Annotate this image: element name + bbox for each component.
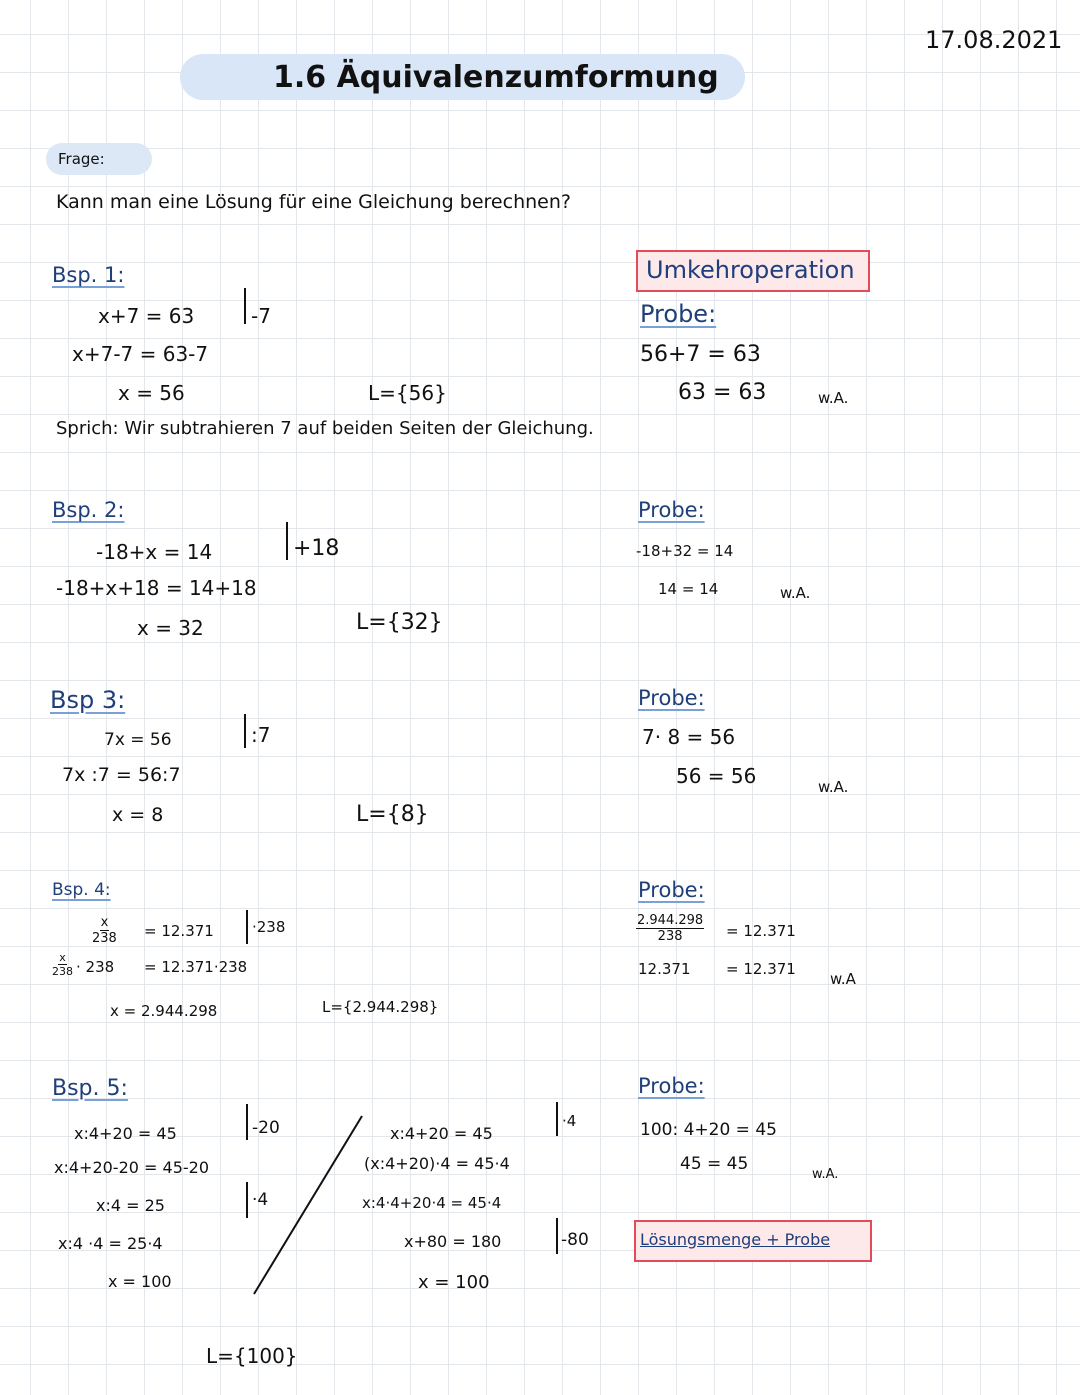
example-2-line-3: x = 32 [137,616,204,640]
example-1-solution: L={56} [368,381,447,405]
example-5-right-line-5: x = 100 [418,1272,490,1293]
example-3-line-1: 7x = 56 [104,730,172,750]
example-1-line-1: x+7 = 63 [98,304,195,328]
example-1-line-3: x = 56 [118,381,185,405]
example-1-probe-line-2: 63 = 63 [678,380,767,405]
example-5-probe-label: Probe: [638,1074,705,1098]
example-4-line-2-rhs: = 12.371·238 [144,958,248,976]
example-4-probe-label: Probe: [638,878,705,902]
example-5-right-line-1: x:4+20 = 45 [390,1124,493,1143]
example-4-line-3: x = 2.944.298 [110,1002,218,1020]
loesungsmenge-probe-label: Lösungsmenge + Probe [640,1230,831,1249]
fraction-numerator: 2.944.298 [637,913,704,928]
example-2-operation: +18 [293,536,340,561]
question-label: Frage: [58,150,105,168]
example-2-solution: L={32} [356,610,443,635]
example-5-right-operation-2: -80 [561,1230,589,1250]
example-3-operation: :7 [251,723,271,747]
example-5-left-line-4: x:4 ·4 = 25·4 [58,1234,163,1253]
example-2-probe-line-1: -18+32 = 14 [636,542,734,560]
example-5-right-operation-1: ·4 [562,1112,577,1130]
example-4-line-2-multiplier: · 238 [76,958,115,976]
example-3-wa: w.A. [818,778,849,796]
separator-slash [250,1112,366,1298]
example-5-right-line-2: (x:4+20)·4 = 45·4 [364,1154,510,1173]
example-1-heading: Bsp. 1: [52,263,125,287]
example-3-probe-label: Probe: [638,686,705,710]
question-text: Kann man eine Lösung für eine Gleichung berechnen? [56,191,571,213]
page-title: 1.6 Äquivalenzumformung [273,60,719,95]
operation-bar [244,714,246,748]
example-1-probe-line-1: 56+7 = 63 [640,342,761,367]
example-5-left-line-2: x:4+20-20 = 45-20 [54,1158,210,1177]
fraction-numerator: x [59,951,66,964]
example-2-line-1: -18+x = 14 [96,540,213,564]
example-3-line-2: 7x :7 = 56:7 [62,764,181,786]
example-4-wa: w.A [830,970,856,988]
umkehroperation-label: Umkehroperation [646,256,855,284]
fraction-denominator: 238 [657,929,683,944]
example-5-right-line-4: x+80 = 180 [404,1232,502,1251]
example-4-fraction-2 [52,952,73,977]
example-3-heading: Bsp 3: [50,686,126,714]
example-4-probe-line-2-rhs: = 12.371 [726,960,796,978]
example-4-line-1-rhs: = 12.371 [144,922,214,940]
example-1-line-2: x+7-7 = 63-7 [72,342,209,366]
example-2-line-2: -18+x+18 = 14+18 [56,576,257,600]
operation-bar [246,910,248,944]
example-4-operation: ·238 [252,918,286,936]
example-5-probe-line-2: 45 = 45 [680,1154,749,1174]
example-4-probe-line-2: 12.371 [638,960,691,978]
example-1-wa: w.A. [818,389,849,407]
example-5-left-line-1: x:4+20 = 45 [74,1124,177,1143]
example-4-heading: Bsp. 4: [52,880,111,900]
example-2-probe-line-2: 14 = 14 [658,580,719,598]
example-1-explanation: Sprich: Wir subtrahieren 7 auf beiden Seiten der Gleichung. [56,418,594,439]
operation-bar [246,1182,248,1218]
example-5-left-line-5: x = 100 [108,1272,172,1291]
example-4-fraction [92,916,117,945]
fraction-numerator: x [100,915,109,930]
operation-bar [244,288,246,324]
operation-bar [246,1104,248,1140]
operation-bar [286,522,288,560]
example-5-probe-line-1: 100: 4+20 = 45 [640,1120,777,1140]
example-5-left-operation-1: -20 [252,1118,280,1138]
example-1-operation: -7 [251,304,271,328]
example-5-wa: w.A. [812,1167,839,1182]
example-1-probe-label: Probe: [640,300,717,328]
example-2-probe-label: Probe: [638,498,705,522]
example-3-probe-line-2: 56 = 56 [676,764,757,788]
example-4-probe-fraction [636,914,704,943]
example-5-heading: Bsp. 5: [52,1076,128,1101]
example-2-heading: Bsp. 2: [52,498,125,522]
example-2-wa: w.A. [780,584,811,602]
fraction-denominator: 238 [52,965,73,978]
operation-bar [556,1218,558,1254]
date: 17.08.2021 [925,26,1063,54]
example-3-probe-line-1: 7· 8 = 56 [642,725,736,749]
example-4-solution: L={2.944.298} [322,998,439,1016]
example-5-left-line-3: x:4 = 25 [96,1196,165,1215]
example-5-solution: L={100} [206,1344,298,1368]
example-3-solution: L={8} [356,802,429,827]
fraction-denominator: 238 [92,931,117,946]
example-5-left-operation-2: ·4 [252,1190,269,1210]
example-3-line-3: x = 8 [112,804,164,826]
example-5-right-line-3: x:4·4+20·4 = 45·4 [362,1194,502,1212]
example-4-probe-line-1-rhs: = 12.371 [726,922,796,940]
operation-bar [556,1102,558,1136]
